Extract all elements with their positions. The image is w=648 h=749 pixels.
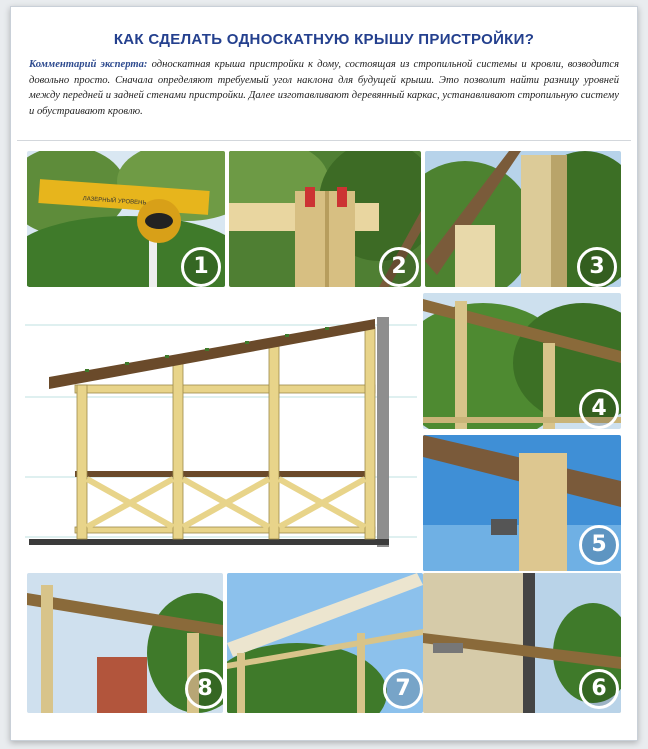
step-number-8: 8 — [185, 669, 223, 709]
step-number-6: 6 — [579, 669, 619, 709]
step-photo-6 — [423, 573, 621, 713]
step-number-2: 2 — [379, 247, 419, 287]
step-photo-5 — [423, 435, 621, 571]
expert-comment — [29, 57, 619, 119]
page-title: КАК СДЕЛАТЬ ОДНОСКАТНУЮ КРЫШУ ПРИСТРОЙКИ? — [113, 31, 535, 48]
step-number-5: 5 — [579, 525, 619, 565]
step-photo-3 — [425, 151, 621, 287]
frame-diagram — [25, 297, 417, 553]
step-number-1: 1 — [181, 247, 221, 287]
step-number-3: 3 — [577, 247, 617, 287]
step-photo-8 — [27, 573, 223, 713]
expert-comment-text: односкатная крыша пристройки к дому, состоящая из стропильной системы и кровли, возводится довольно просто. Сначала определяют требуемый угол наклона для будущей крыши. Это позволит найти разницу уровней между передней и задней стенами пристройки. Далее изготавливают деревянный каркас, устанавливают стропильную систему и обустраивают кровлю. — [29, 59, 620, 117]
expert-comment-label: Комментарий эксперта: — [29, 59, 148, 70]
step-photo-2 — [229, 151, 421, 287]
level-label: ЛАЗЕРНЫЙ УРОВЕНЬ — [82, 196, 147, 207]
divider — [17, 140, 631, 141]
step-photo-7 — [227, 573, 423, 713]
article-card — [10, 6, 638, 741]
step-photo-1 — [27, 151, 225, 287]
step-number-7: 7 — [383, 669, 423, 709]
step-number-4: 4 — [579, 389, 619, 429]
step-photo-4 — [423, 293, 621, 429]
